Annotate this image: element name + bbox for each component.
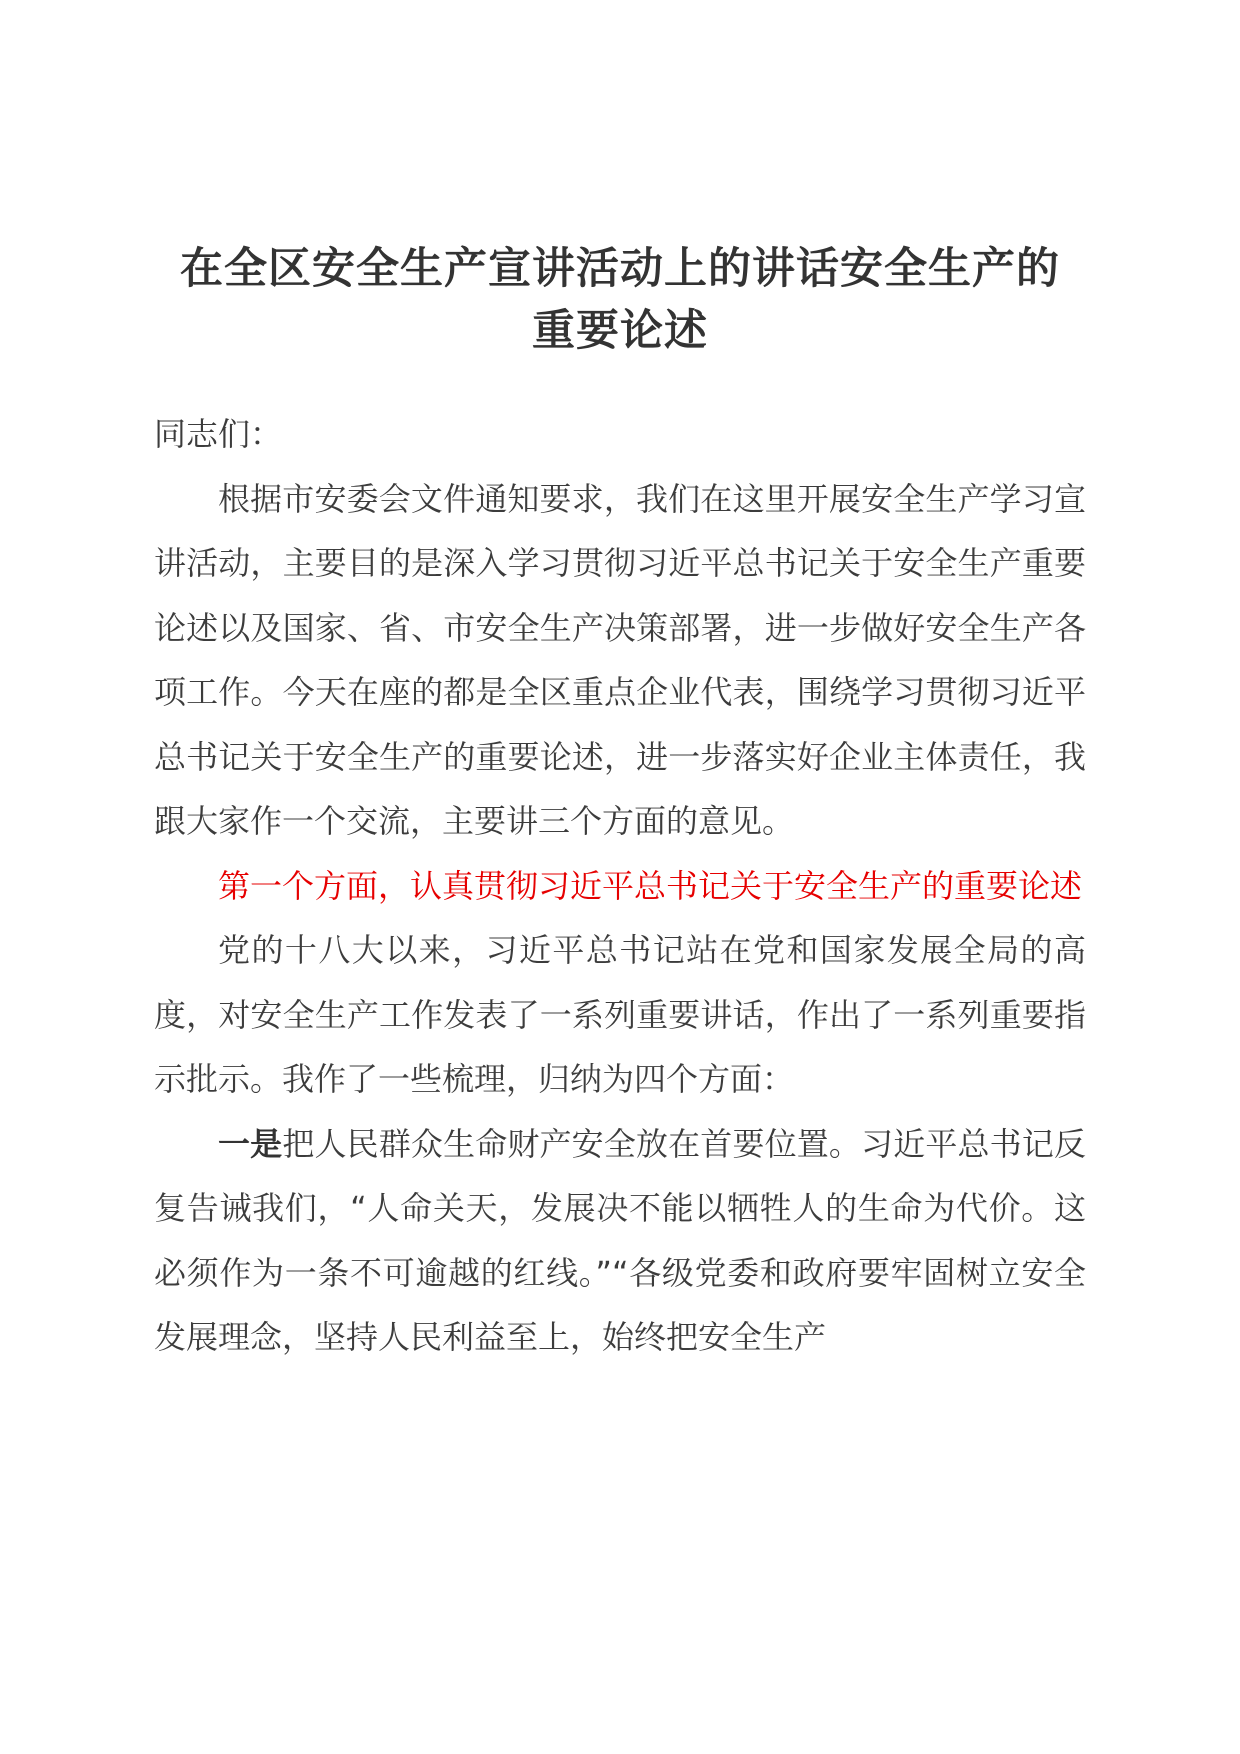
paragraph-intro: 根据市安委会文件通知要求，我们在这里开展安全生产学习宣讲活动，主要目的是深入学习贯彻习近平总书记关于安全生产重要论述以及国家、省、市安全生产决策部署，进一步做好安全生产各项工作。今天在座的都是全区重点企业代表，围绕学习贯彻习近平总书记关于安全生产的重要论述，进一步落实好企业主体责任，我跟大家作一个交流，主要讲三个方面的意见。 bbox=[154, 479, 1086, 840]
title-line-2: 重要论述 bbox=[532, 306, 708, 356]
document-title bbox=[150, 238, 1090, 362]
salutation: 同志们： bbox=[154, 415, 283, 453]
point-1-text: 把人民群众生命财产安全放在首要位置。习近平总书记反复告诫我们，“人命关天，发展决不能以牺牲人的生命为代价。这必须作为一条不可逾越的红线。”“各级党委和政府要牢固树立安全发展理念，坚持人民利益至上，始终把安全生产 bbox=[154, 1124, 1086, 1356]
title-line-1: 在全区安全生产宣讲活动上的讲话安全生产的 bbox=[180, 244, 1060, 294]
section-heading-1: 第一个方面，认真贯彻习近平总书记关于安全生产的重要论述 bbox=[218, 866, 1083, 905]
document-body bbox=[154, 402, 1086, 1370]
point-1-paragraph bbox=[154, 1112, 1086, 1370]
paragraph-background: 党的十八大以来，习近平总书记站在党和国家发展全局的高度，对安全生产工作发表了一系列重要讲话，作出了一系列重要指示批示。我作了一些梳理，归纳为四个方面： bbox=[154, 931, 1086, 1098]
point-1-lead: 一是 bbox=[218, 1124, 283, 1163]
